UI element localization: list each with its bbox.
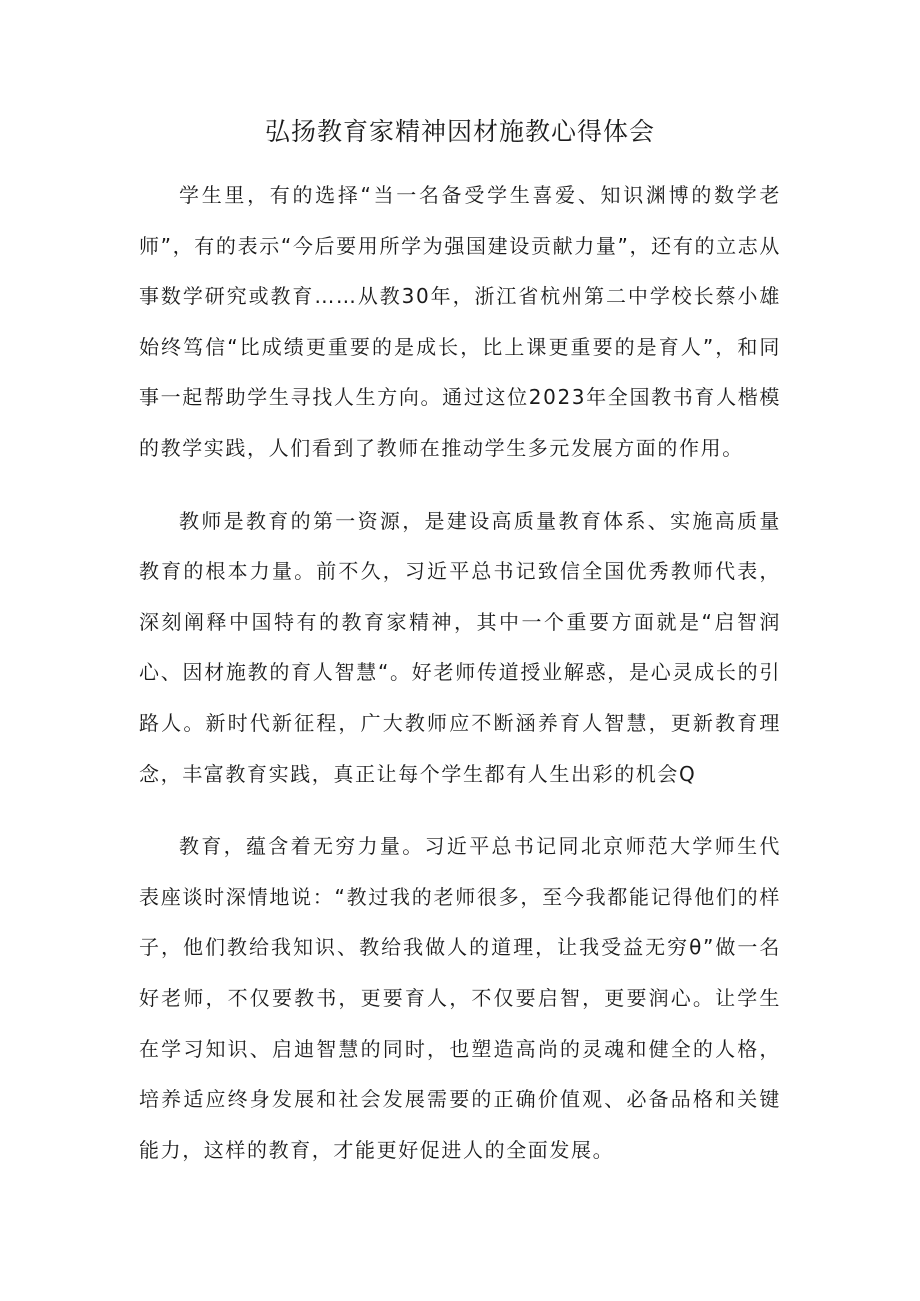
document-title: 弘扬教育家精神因材施教心得体会	[264, 117, 655, 146]
paragraph-1: 学生里，有的选择“当一名备受学生喜爱、知识渊博的数学老师”，有的表示“今后要用所学为强国建设贡献力量”，还有的立志从事数学研究或教育……从教30年，浙江省杭州第二中学校长蔡小雄始终笃信“比成绩更重要的是成长，比上课更重要的是育人”，和同事一起帮助学生寻找人生方向。通过这位2023年全国教书育人楷模的教学实践，人们看到了教师在推动学生多元发展方面的作用。	[139, 183, 781, 460]
paragraph-3: 教育，蕴含着无穷力量。习近平总书记同北京师范大学师生代表座谈时深情地说：“教过我的老师很多，至今我都能记得他们的样子，他们教给我知识、教给我做人的道理，让我受益无穷θ”做一名好老师，不仅要教书，更要育人，不仅要启智，更要润心。让学生在学习知识、启迪智慧的同时，也塑造高尚的灵魂和健全的人格，培养适应终身发展和社会发展需要的正确价值观、必备品格和关键能力，这样的教育，才能更好促进人的全面发展。	[139, 834, 781, 1162]
paragraph-2: 教师是教育的第一资源，是建设高质量教育体系、实施高质量教育的根本力量。前不久，习近平总书记致信全国优秀教师代表，深刻阐释中国特有的教育家精神，其中一个重要方面就是“启智润心、因材施教的育人智慧“。好老师传道授业解惑，是心灵成长的引路人。新时代新征程，广大教师应不断涵养育人智慧，更新教育理念，丰富教育实践，真正让每个学生都有人生出彩的机会Q	[139, 508, 781, 786]
document-body	[139, 170, 781, 1197]
